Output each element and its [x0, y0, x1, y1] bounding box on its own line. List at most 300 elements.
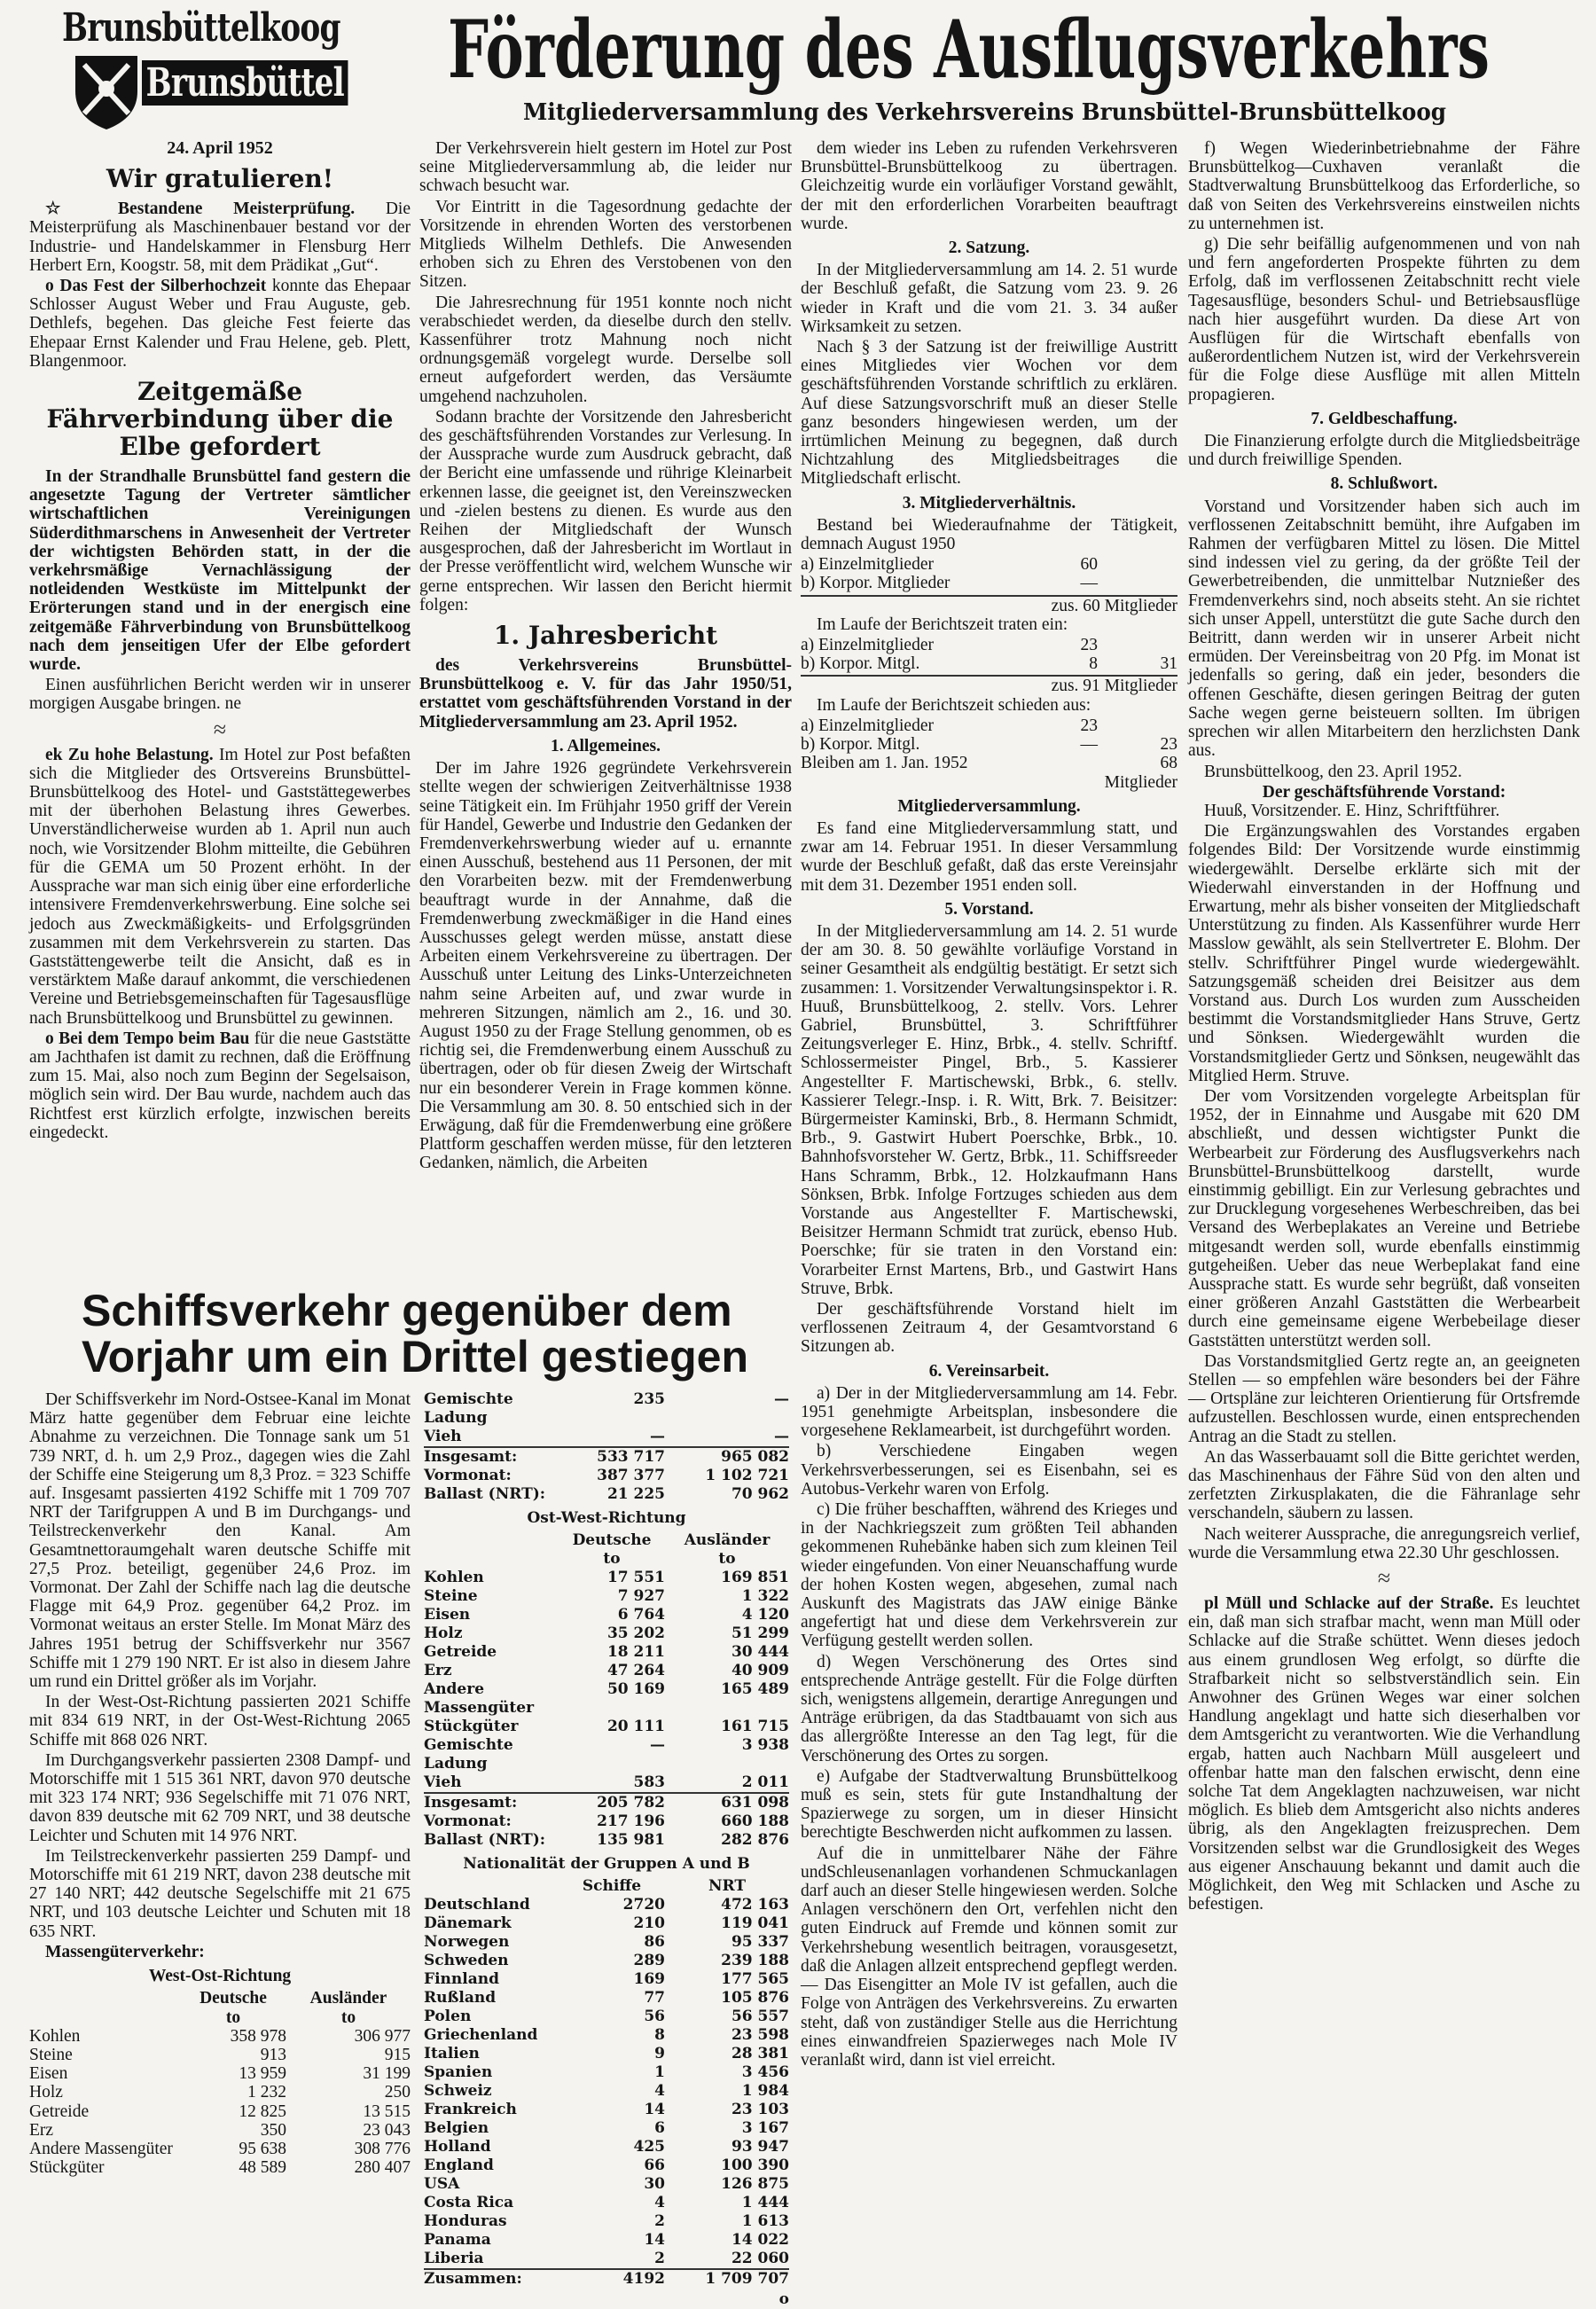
- table-cell: 1: [654, 2063, 665, 2081]
- table-cell: Andere Massengüter: [29, 2139, 173, 2158]
- text: Auf die in unmittelbarer Nähe der Fähre undSchleusenanlagen vorhandenen Schmuckanlagen darf auch an dieser Stelle hingewiesen werden. Solche Anlagen verschönern den Ort, verfehlen nicht den guten Eindruck auf Fremde und können somit zur Verkehrshebung wesentlich beitragen, vorausgesetzt, daß die Anlagen allzeit entsprechend gepflegt werden. — Das Eisengitter an Mole IV ist gefallen, auch die Folge von Anträgen des Verkehrsvereins. Zu erwarten steht, daß von zuständiger Stelle aus die Herrichtung eines einwandfreien Spazierweges nach Mole IV veranlaßt wird, dann ist viel erreicht.: [801, 1843, 1177, 2070]
- text: In der Mitgliederversammlung am 14. 2. 51 wurde der Beschluß gefaßt, die Satzung vom 23. 9. 26 wieder in Kraft und die vom 21. 3. 34 außer Wirksamkeit zu setzen.: [801, 261, 1177, 336]
- text: Wir gratulieren!: [106, 164, 334, 194]
- table-cell: 7 927: [617, 1587, 665, 1605]
- paragraph-lead: o Bei dem Tempo beim Bau: [45, 1029, 250, 1048]
- ship-article-tables: [424, 1390, 789, 2308]
- table-row: [424, 2268, 789, 2289]
- section-heading: [1188, 474, 1580, 493]
- table-cell: 51 299: [731, 1624, 789, 1642]
- paragraph: [29, 277, 411, 371]
- table-cell: 1 709 707: [705, 2270, 789, 2288]
- text: Nach weiterer Aussprache, die anregungsreich verlief, wurde die Versammlung etwa 22.30 Uhr geschlossen.: [1188, 1524, 1580, 1562]
- text: Der Verkehrsverein hielt gestern im Hotel zur Post seine Mitgliederversammlung ab, die leider nur schwach besucht war.: [419, 139, 792, 196]
- table-cell: 13 515: [363, 2102, 411, 2121]
- paragraph: [801, 1844, 1177, 2070]
- table-cell: Eisen: [29, 2064, 68, 2084]
- paragraph: [29, 1693, 411, 1749]
- table-cell: 161 715: [721, 1718, 789, 1735]
- table-row: [424, 2082, 789, 2101]
- main-subheadline: Mitgliederversammlung des Verkehrsvereins Brunsbüttel-Brunsbüttelkoog: [523, 99, 1447, 126]
- table-cell: 14 022: [731, 2231, 789, 2249]
- lead-paragraph: [29, 1943, 411, 1961]
- table-cell: 100 390: [721, 2156, 789, 2174]
- paragraph: [801, 1767, 1177, 1843]
- text: Einen ausführlichen Bericht werden wir in unserer morgigen Ausgabe bringen. ne: [29, 676, 411, 714]
- paragraph: [1188, 235, 1580, 404]
- table-row: [424, 1792, 789, 1812]
- table-cell: Italien: [424, 2045, 480, 2062]
- table-row: [424, 1390, 789, 1428]
- paragraph: [419, 139, 792, 196]
- paragraph-lead: pl Müll und Schlacke auf der Straße.: [1204, 1594, 1494, 1614]
- paragraph: [1188, 1448, 1580, 1523]
- section-heading: [424, 1509, 789, 1528]
- text: 7. Geldbeschaffung.: [1310, 409, 1458, 428]
- paragraph: [1188, 139, 1580, 233]
- table-cell: Finnland: [424, 1970, 499, 1988]
- table-cell: 14: [644, 2101, 665, 2118]
- table-cell: Insgesamt:: [424, 1448, 518, 1466]
- table-row: [424, 1643, 789, 1662]
- logo-text-brunsbuettelkoog: Brunsbüttelkoog: [62, 5, 340, 51]
- table-row: [424, 1624, 789, 1643]
- paragraph: [29, 746, 411, 1028]
- table-cell: 1 613: [741, 2212, 789, 2230]
- table-row: [424, 2156, 789, 2175]
- paragraph: [419, 294, 792, 406]
- table-row: [424, 1485, 789, 1504]
- table-cell: Eisen: [424, 1606, 471, 1624]
- section-heading: [424, 1855, 789, 1874]
- table-cell: 8: [1089, 654, 1098, 674]
- text: Mitgliederversammlung.: [897, 796, 1081, 816]
- table-column-header: [424, 1550, 789, 1569]
- paragraph: [801, 1384, 1177, 1441]
- table-cell: 23 043: [363, 2120, 411, 2140]
- text: Der im Jahre 1926 gegründete Verkehrsverein stellte wegen der schwierigen Zeitverhältnisse 1938 seine Tätigkeit ein. Im Frühjahr 1950 griff der Verein für Handel, Gewerbe und Industrie den Gedanken der Fremdenverkehrswerbung wieder auf u. ernannte einen Ausschuß, bestehend aus 11 Personen, der mit den Vorarbeiten bezw. mit der Fremdenwerbung beauftragt wurde in der Annahme, daß die Fremdenwerbung zweckmäßiger in die Hand eines Ausschusses gelegt werden müsse, anstatt diese Arbeiten einem Verkehrsvereine zu übertragen. Der Ausschuß unter Leitung des Links-Unterzeichneten nahm seine Arbeiten auf, und zwar wurde in mehreren Sitzungen, nämlich am 2., 16. und 30. August 1950 zu der Frage Stellung genommen, ob es richtig sei, die Fremdenwerbung einem Ausschuß zu übertragen, oder ob für diesen Zweig der Wirtschaft nur ein besonderer Verein in Frage kommen könne. Die Versammlung am 30. 8. 50 entschied sich in der Erwägung, daß für die Fremdenwerbung eine größere Plattform geschaffen werden müsse, für den letzteren Gedanken, nämlich, die Arbeiten: [419, 759, 792, 1173]
- table-cell: Ausländer: [684, 1531, 771, 1549]
- table-cell: Griechenland: [424, 2026, 538, 2044]
- headline: [29, 165, 411, 192]
- paragraph: [801, 1442, 1177, 1499]
- table-row: [29, 2121, 411, 2140]
- paragraph: [1188, 432, 1580, 469]
- table-cell: 2: [654, 2250, 665, 2267]
- paragraph: [29, 1751, 411, 1845]
- paragraph: [29, 676, 411, 713]
- table-cell: Liberia: [424, 2250, 484, 2267]
- text: Sodann brachte der Vorsitzende den Jahresbericht des geschäftsführenden Vorstandes zur Verlesung. In der Aussprache wurde zum Ausdruck gebracht, daß der Bericht eine umfassende und rührige Kleinarbeit erkennen lasse, die geeignet ist, den Vereinszwecken und -zielen bestens zu dienen. Es wurde aus den Reihen der Mitgliedschaft der Wunsch ausgesprochen, daß der Jahresbericht im Wortlaut in der Presse veröffentlicht wird, welchem Wunsche wir gerne entsprechen. Wir lassen den Bericht hiermit folgen:: [419, 407, 792, 614]
- table-cell: Vieh: [424, 1773, 462, 1791]
- table-cell: Kohlen: [29, 2026, 81, 2046]
- table-row: [801, 555, 1177, 574]
- table-row: [29, 2102, 411, 2121]
- logo-text-brunsbuettel: Brunsbüttel: [142, 60, 348, 106]
- table-cell: 2: [654, 2212, 665, 2230]
- table-row: [424, 1933, 789, 1952]
- table-cell: Norwegen: [424, 1933, 510, 1951]
- headline: [29, 378, 411, 460]
- table-cell: 1 102 721: [705, 1467, 789, 1484]
- table-cell: 217 196: [597, 1812, 665, 1830]
- paragraph: [801, 516, 1177, 553]
- table-row: [424, 2231, 789, 2250]
- table-cell: 6: [654, 2119, 665, 2137]
- table-cell: 2720: [622, 1896, 665, 1914]
- table-cell: 95 638: [239, 2139, 286, 2158]
- table-column-header: [424, 1877, 789, 1896]
- text: An das Wasserbauamt soll die Bitte gerichtet werden, das Maschinenhaus der Fähre Süd von den alten und zerfetzten Zirkusplakaten, die die Fähranlage sehr verschandeln, säubern zu lassen.: [1188, 1447, 1580, 1523]
- table-cell: 56 557: [731, 2008, 789, 2025]
- table-cell: Erz: [29, 2120, 54, 2140]
- table-row: [424, 2119, 789, 2138]
- table-row: [801, 654, 1177, 673]
- text: Die Finanzierung erfolgte durch die Mitgliedsbeiträge und durch freiwillige Spenden.: [1188, 432, 1580, 470]
- paragraph: [1188, 822, 1580, 1085]
- paragraph: [801, 615, 1177, 634]
- text: 24. April 1952: [167, 138, 273, 158]
- table-column-header: [29, 1989, 411, 2008]
- paragraph: [29, 1390, 411, 1691]
- coat-of-arms-icon: [71, 51, 142, 131]
- table-cell: 126 875: [721, 2175, 789, 2193]
- text: West-Ost-Richtung: [148, 1967, 292, 1986]
- text: Huuß, Vorsitzender. E. Hinz, Schriftführer.: [1204, 801, 1500, 820]
- paragraph: [801, 1500, 1177, 1651]
- table-row: [29, 2083, 411, 2102]
- text: Vorstand und Vorsitzender haben sich auch im verflossenen Zeitabschnitt bemüht, ihre Aufgaben im Rahmen der verfügbaren Mittel zu lösen. Die Mittel sind indessen viel zu gering, da der größte Teil der Gewerbetreibenden, die unmittelbar Nutznießer des Fremdenverkehrs sind, noch abseits steht. An sie richtet sich unser Appell, unterstützt die gute Sache durch den Beitritt, dann werden wir in unserer Arbeit nicht ermüden. Der Vereinsbeitrag von 20 Pfg. im Monat ist jedenfalls so gering, daß ein jeder, besonders die offenen Geschäfte, diesen geringen Beitrag der guten Sache wegen gerne beisteuern sollten. Im übrigen sprechen wir allen Mitarbeitern den herzlichsten Dank aus.: [1188, 497, 1580, 761]
- table-row: [424, 2212, 789, 2231]
- paragraph: [801, 338, 1177, 489]
- table-cell: Panama: [424, 2231, 491, 2249]
- table-cell: 308 776: [354, 2139, 411, 2158]
- paragraph: [801, 696, 1177, 715]
- table-cell: 23 598: [731, 2026, 789, 2044]
- table-cell: 3 456: [741, 2063, 789, 2081]
- table-cell: Spanien: [424, 2063, 493, 2081]
- table-row: [424, 2194, 789, 2212]
- table-cell: Schiffe: [582, 1877, 642, 1895]
- table-cell: Ausländer: [309, 1989, 387, 2008]
- paragraph-lead: o Das Fest der Silberhochzeit: [45, 277, 267, 296]
- table-cell: Costa Rica: [424, 2194, 514, 2211]
- text: Im Laufe der Berichtszeit schieden aus:: [817, 695, 1091, 715]
- text: In der Mitgliederversammlung am 14. 2. 51 wurde der am 30. 8. 50 gewählte vorläufige Vorstand in seiner Gesamtheit als endgültig bestätigt. Er setzt sich zusammen: 1. Vorsitzender Verwaltungsinspektor i. R. Huuß, Brunsbüttelkoog, 2. stellv. Vors. Lehrer Gabriel, Brunsbüttel, 3. Schriftführer Zeitungsverleger E. Hinz, Brbk., 4. stellv. Schriftf. Schlossermeister Pingel, Brb., 5. Kassierer Angestellter F. Martischewski, Brbk., 6. stellv. Kassierer Telegr.-Insp. i. R. Witt, Brk. 7. Beisitzer: Bürgermeister Kaminski, Brb., 8. Hermann Schmidt, Brb., 9. Gastwirt Hubert Poerschke, Brbk., 10. Bahnhofsvorsteher W. Gertz, Brbk., 11. Schiffsreeder Hans Schramm, Brbk., 12. Holzkaufmann Hans Sönksen, Brbk. Infolge Fortzuges schieden aus dem Vorstande aus Angestellter F. Martischewski, Beisitzer Hermann Schmidt trat zurück, ebenso Hub. Poerschke; für sie traten in den Vorstand ein: Vorarbeiter Ernst Martens, Brb., und Gastwirt Hans Struve, Brbk.: [801, 921, 1177, 1298]
- table-cell: Schweden: [424, 1952, 509, 1969]
- table-cell: 1 984: [741, 2082, 789, 2100]
- table-cell: 50 169: [606, 1680, 665, 1698]
- table-cell: 70 962: [731, 1485, 789, 1503]
- table-cell: 358 978: [230, 2026, 286, 2046]
- section-heading: [801, 900, 1177, 919]
- table-cell: Rußland: [424, 1989, 497, 2007]
- text: In der Strandhalle Brunsbüttel fand gestern die angesetzte Tagung der Vertreter sämtlicher wirtschaftlichen Vereinigungen Süderdithmarschens in Anwesenheit der Vertreter der wichtigsten Behörden statt, in der die verkehrsmäßige Vernachlässigung der notleidenden Westküste im Mittelpunkt der Erörterungen stand und in der energisch eine zeitgemäße Fährverbindung von Brunsbüttelkoog nach dem jenseitigen Ufer der Elbe gefordert wurde.: [29, 467, 411, 675]
- table-cell: —: [1080, 735, 1098, 755]
- table-row: [424, 2063, 789, 2082]
- table-cell: 165 489: [721, 1680, 789, 1698]
- table-cell: 965 082: [721, 1448, 789, 1466]
- table-cell: a) Einzelmitglieder: [801, 555, 934, 575]
- table-cell: Ballast (NRT):: [424, 1831, 546, 1849]
- table-cell: 23: [1160, 735, 1177, 755]
- text: b) Verschiedene Eingaben wegen Verkehrsverbesserungen, sei es Eisenbahn, sei es Autobus-Verkehr waren von Erfolg.: [801, 1442, 1177, 1499]
- text: konnte das Ehepaar Schlosser August Weber und Frau Auguste, geb. Dethlefs, begehen. Das gleiche Fest feierte das Ehepaar Ernst Kalender und Frau Helene, geb. Plett, Blangenmoor.: [29, 277, 411, 371]
- table-cell: 56: [644, 2008, 665, 2025]
- table-row: [424, 1606, 789, 1624]
- text: Im Laufe der Berichtszeit traten ein:: [817, 614, 1068, 634]
- text: 5. Vorstand.: [944, 899, 1034, 919]
- table-cell: 210: [633, 1914, 665, 1932]
- text: Der geschäftsführende Vorstand:: [1262, 782, 1506, 802]
- table-cell: 913: [260, 2045, 286, 2064]
- table-cell: 40 909: [731, 1662, 789, 1679]
- table-row: [424, 2026, 789, 2045]
- paragraph-lead: ek Zu hohe Belastung.: [45, 745, 214, 764]
- table-row: [424, 1662, 789, 1680]
- table-cell: a) Einzelmitglieder: [801, 716, 934, 735]
- text: Zeitgemäße Fährverbindung über die Elbe gefordert: [46, 377, 394, 462]
- table-cell: to: [340, 2008, 356, 2027]
- table-cell: Frankreich: [424, 2101, 517, 2118]
- paragraph: [801, 261, 1177, 336]
- text: zus. 60 Mitglieder: [1051, 596, 1177, 615]
- table-cell: 66: [644, 2156, 665, 2174]
- section-heading: [801, 797, 1177, 816]
- table-cell: Andere Massengüter: [424, 1680, 535, 1717]
- table-cell: 306 977: [354, 2026, 411, 2046]
- text: Die Jahresrechnung für 1951 konnte noch nicht verabschiedet werden, da dieselbe durch den stellv. Kassenführer trotz Mahnung noch nicht ordnungsgemäß vorgelegt wurde. Derselbe soll erneut aufgefordert werden, das Versäumte umgehend nachzuholen.: [419, 293, 792, 406]
- table-cell: 14: [644, 2231, 665, 2249]
- text: Im Teilstreckenverkehr passierten 259 Dampf- und Motorschiffe mit 61 219 NRT, davon 238 deutsche mit 27 140 NRT; 442 deutsche Segelschiffe mit 21 675 NRT, und 103 deutsche Leichter und Schuten mit 18 635 NRT.: [29, 1846, 411, 1941]
- table-cell: b) Korpor. Mitglieder: [801, 574, 951, 593]
- paragraph: [419, 408, 792, 614]
- table-cell: 205 782: [597, 1794, 665, 1812]
- table-row: [424, 2250, 789, 2268]
- table-cell: 21 225: [606, 1485, 665, 1503]
- table-row: [424, 1812, 789, 1831]
- table-row: [424, 1970, 789, 1989]
- text: Bestand bei Wiederaufnahme der Tätigkeit, demnach August 1950: [801, 515, 1177, 554]
- table-row: [424, 1467, 789, 1485]
- text: Im Durchgangsverkehr passierten 2308 Dampf- und Motorschiffe mit 1 515 361 NRT, davon 970 deutsche mit 323 174 NRT; 936 Segelschiffe mit 71 076 NRT, davon 839 deutsche mit 62 709 NRT, und 38 deutsche Leichter und Schuten mit 14 976 NRT.: [29, 1750, 411, 1845]
- column-3-main-article: [801, 139, 1177, 2294]
- table-cell: 31 199: [363, 2064, 411, 2084]
- table-row: [801, 735, 1177, 754]
- table-cell: 350: [260, 2120, 286, 2140]
- table-cell: Deutschland: [424, 1896, 530, 1914]
- paragraph: [1188, 1594, 1580, 1914]
- paragraph: [801, 1653, 1177, 1765]
- text: o: [778, 2290, 789, 2308]
- table-cell: 239 188: [721, 1952, 789, 1969]
- paragraph-lead: ☆ Bestandene Meisterprüfung.: [45, 200, 356, 219]
- paragraph: [29, 1029, 411, 1142]
- paragraph: [29, 1847, 411, 1941]
- table-row: [424, 1896, 789, 1914]
- table-cell: 20 111: [606, 1718, 665, 1735]
- ship-headline-line-2: Vorjahr um ein Drittel gestiegen: [82, 1332, 749, 1381]
- table-cell: 119 041: [721, 1914, 789, 1932]
- table-cell: Zusammen:: [424, 2270, 522, 2288]
- table-cell: Holland: [424, 2138, 491, 2156]
- issue-date: [29, 139, 411, 158]
- table-cell: Gemischte Ladung: [424, 1390, 513, 1427]
- table-cell: 1 232: [247, 2083, 286, 2102]
- table-cell: Steine: [424, 1587, 478, 1605]
- text: 6. Vereinsarbeit.: [928, 1361, 1050, 1381]
- table-cell: 660 188: [721, 1812, 789, 1830]
- table-cell: Stückgüter: [29, 2158, 105, 2178]
- table-column-header: [29, 2008, 411, 2027]
- table-cell: 169 851: [721, 1569, 789, 1586]
- table-cell: Getreide: [29, 2102, 90, 2121]
- text: g) Die sehr beifällig aufgenommenen und von nah und fern angeforderten Prospekte führten zu dem Erfolg, daß im verflossenen Zeitabschnitt recht viele Tagesausflüge, besonders Schul- und Betriebsausflüge nach hier ausgeführt wurden. Da diese Art von Ausflügen für die Wirtschaft ebenfalls von außerordentlichem Nutzen ist, wird der Verkehrsverein für die Folge diese Ausflüge mit allen Mitteln propagieren.: [1188, 235, 1580, 404]
- paragraph: [29, 200, 411, 275]
- column-1-local-news: [29, 137, 411, 1277]
- table-cell: USA: [424, 2175, 460, 2193]
- table-cell: 31: [1160, 654, 1177, 674]
- table-cell: 8: [654, 2026, 665, 2044]
- table-cell: Honduras: [424, 2212, 507, 2230]
- text: Der Schiffsverkehr im Nord-Ostsee-Kanal im Monat März hatte gegenüber dem Februar eine leichte Abnahme zu verzeichnen. Die Tonnage sank um 51 739 NRT, d. h. um 2,9 Proz., dagegen wies die Zahl der Schiffe eine Steigerung um 8,3 Proz. = 323 Schiffe auf. Insgesamt passierten 4192 Schiffe mit 1 709 707 NRT der Tarifgruppen A und B im Durchgangs- und Teilstreckenverkehr den Kanal. Am Gesamtnettoraumgehalt waren deutsche Schiffe mit 27,5 Proz. beteiligt, gegenüber 24,6 Proz. im Vormonat. Der Zahl der Schiffe nach lag die deutsche Flagge mit 64,9 Proz. gegenüber 64,2 Proz. im Vormonat weitaus an erster Stelle. Im Monat März des Jahres 1951 betrug der Schiffsverkehr nur 3567 Schiffe mit 1 279 190 NRT. Er ist also in diesem Jahre um rund ein Drittel größer als im Vorjahr.: [29, 1390, 411, 1692]
- text: e) Aufgabe der Stadtverwaltung Brunsbüttelkoog muß es sein, stets für gute Instandhaltung der Spazierwege zu sorgen, um in dieser Hinsicht berechtigte Beschwerden nicht aufkommen zu lassen.: [801, 1766, 1177, 1843]
- table-row: [801, 636, 1177, 654]
- table-cell: 387 377: [597, 1467, 665, 1484]
- table-cell: 86: [644, 1933, 665, 1951]
- table-cell: 289: [633, 1952, 665, 1969]
- table-row: [801, 574, 1177, 592]
- separator: [29, 719, 411, 740]
- section-heading: [801, 494, 1177, 513]
- text: Es leuchtet ein, daß man sich strafbar macht, wenn man Müll oder Schlacke auf die Straße schüttet. Wenn dieses jedoch aus einem grundlosen Weg erfolgt, so dürfte die Strafbarkeit nicht so selbstverständlich sein. Ein Anwohner des Grünen Weges war einer solchen Handlung angeklagt und hatte sich dieserhalben vor dem Amtsgericht zu verantworten. Wie die Verhandlung ergab, hatten auch Nachbarn Müll ausgeleert und offenbar hatte man den falschen erwischt, denn eine solche Tat dem Angeklagten nachzuweisen, war nicht möglich. Es blieb dem Amtsgericht also nichts anderes übrig, als den Angeklagten freizusprechen. Dem Vorsitzenden selbst war die Grundlosigkeit des Weges aus eigener Anschauung bekannt und damit auch die Möglichkeit, den Weg mit Schlacken und Asche zu befestigen.: [1188, 1594, 1581, 1914]
- text: c) Die früher beschafften, während des Krieges und in der Nachkriegszeit zum größten Teil abhanden gekommenen Ruhebänke haben sich zum kleinen Teil wieder eingefunden. Von einer Neuanschaffung wurde der hohen Kosten wegen, abgesehen, zumal nach Auskunft des Magistrats das JAW einige Bänke angefertigt hat und diese dem Verkehrsverein zur Verfügung gestellt werden sollen.: [801, 1500, 1177, 1651]
- text: 1. Jahresbericht: [493, 621, 718, 651]
- table-cell: Vieh: [424, 1428, 462, 1445]
- table-cell: —: [1080, 574, 1098, 593]
- table-cell: Gemischte Ladung: [424, 1736, 513, 1773]
- table-row: [29, 2140, 411, 2158]
- ship-headline-line-1: Schiffsverkehr gegenüber dem: [82, 1286, 732, 1335]
- table-row: [424, 1680, 789, 1718]
- text: 3. Mitgliederverhältnis.: [902, 493, 1076, 513]
- table-row: [424, 1914, 789, 1933]
- text: 8. Schlußwort.: [1330, 474, 1438, 494]
- table-cell: 280 407: [354, 2158, 411, 2178]
- table-cell: 1 444: [741, 2194, 789, 2211]
- section-heading: [419, 737, 792, 755]
- table-cell: Kohlen: [424, 1569, 484, 1586]
- table-cell: Holz: [29, 2083, 63, 2102]
- table-cell: 177 565: [721, 1970, 789, 1988]
- paragraph: [419, 759, 792, 1172]
- table-cell: 105 876: [721, 1989, 789, 2007]
- text: In der West-Ost-Richtung passierten 2021 Schiffe mit 834 619 NRT, in der Ost-West-Richtung 2065 Schiffe mit 868 026 NRT.: [29, 1693, 411, 1749]
- table-total: [801, 595, 1177, 615]
- table-cell: 30: [644, 2175, 665, 2193]
- table-cell: 425: [633, 2138, 665, 2156]
- main-headline: Förderung des Ausflugsverkehrs: [448, 3, 1490, 97]
- table-cell: to: [603, 1550, 621, 1568]
- text: des Verkehrsvereins Brunsbüttel-Brunsbüttelkoog e. V. für das Jahr 1950/51, erstattet vom geschäftsführenden Vorstand in der Mitgliederversammlung am 23. April 1952.: [419, 656, 792, 732]
- lead-paragraph: [419, 656, 792, 732]
- table-row: [801, 716, 1177, 735]
- paragraph: [1188, 763, 1580, 781]
- text: Im Hotel zur Post befaßten sich die Mitglieder des Ortsvereins Brunsbüttel-Brunsbüttelkoog des Hotel- und Gaststättegewerbes mit der überhohen Belastung ihres Gewerbes. Unverständlicherweise wurden ab 1. April nun auch noch, wie Vorsitzender Blohm mitteilte, die Gebühren für die GEMA um 50 Prozent erhöht. In der Aussprache war man sich einig über eine erforderliche intensivere Fremdenverkehrswerbung. Eine solche sei jedoch aus Zweckmäßigkeits- und Erfolgsgründen zusammen mit dem Verkehrsverein zu starten. Das Gaststättengewerbe teilt die Ansicht, daß es in verstärktem Maße darauf ankommt, die verschiedenen Vereine und Betriebsgemeinschaften für Tagesausflüge nach Brunsbüttelkoog und Brunsbüttel zu gewinnen.: [29, 745, 411, 1028]
- column-2-main-article: [419, 139, 792, 1283]
- table-cell: 1 322: [741, 1587, 789, 1605]
- table-cell: Ballast (NRT):: [424, 1485, 546, 1503]
- table-total: [801, 675, 1177, 695]
- text: für die neue Gaststätte am Jachthafen ist damit zu rechnen, daß die Eröffnung zum 15. Mai, also noch zum Beginn der Segelsaison, möglich sein wird. Der Bau wurde, nachdem auch das Richtfest erst kürzlich erfolgte, inzwischen bereits eingedeckt.: [29, 1029, 411, 1142]
- table-cell: 3 938: [741, 1736, 789, 1754]
- table-row: [424, 1989, 789, 2008]
- paragraph: [1188, 1352, 1580, 1446]
- text: Ost-West-Richtung: [527, 1509, 686, 1527]
- masthead-logo: [35, 5, 408, 129]
- table-cell: 68 Mitglieder: [1104, 754, 1177, 792]
- table-cell: —: [774, 1428, 789, 1445]
- table-cell: 23: [1080, 636, 1098, 655]
- table-cell: 9: [654, 2045, 665, 2062]
- table-cell: to: [718, 1550, 736, 1568]
- table-cell: a) Einzelmitglieder: [801, 636, 934, 655]
- lead-paragraph: [29, 467, 411, 674]
- table-cell: 4 120: [741, 1606, 789, 1624]
- section-heading: [29, 1967, 411, 1985]
- table-row: [29, 2064, 411, 2083]
- table-cell: 583: [633, 1773, 665, 1791]
- table-cell: 22 060: [731, 2250, 789, 2267]
- table-cell: b) Korpor. Mitgl.: [801, 654, 920, 674]
- table-cell: Insgesamt:: [424, 1794, 518, 1812]
- table-cell: 4192: [622, 2270, 665, 2288]
- table-row: [424, 2175, 789, 2194]
- paragraph: [419, 198, 792, 292]
- table-cell: Holz: [424, 1624, 463, 1642]
- table-cell: —: [650, 1428, 665, 1445]
- table-cell: England: [424, 2156, 494, 2174]
- separator: [1188, 1568, 1580, 1589]
- table-cell: Stückgüter: [424, 1718, 519, 1735]
- table-cell: —: [650, 1736, 665, 1754]
- table-row: [424, 2101, 789, 2119]
- table-cell: b) Korpor. Mitgl.: [801, 735, 920, 755]
- table-cell: 3 167: [741, 2119, 789, 2137]
- table-row: [424, 1718, 789, 1736]
- table-cell: 93 947: [731, 2138, 789, 2156]
- table-row: [424, 1569, 789, 1587]
- table-row: [801, 754, 1177, 791]
- table-cell: 60: [1080, 555, 1098, 575]
- table-row: [424, 1773, 789, 1792]
- table-cell: 47 264: [606, 1662, 665, 1679]
- text: zus. 91 Mitglieder: [1051, 677, 1177, 696]
- table-cell: 4: [654, 2082, 665, 2100]
- table-cell: Bleiben am 1. Jan. 1952: [801, 754, 968, 773]
- table-row: [424, 1831, 789, 1850]
- paragraph: [1188, 1525, 1580, 1562]
- headline: [419, 622, 792, 649]
- text: 2. Satzung.: [948, 239, 1030, 258]
- table-row: [424, 1428, 789, 1446]
- table-cell: Schweiz: [424, 2082, 492, 2100]
- paragraph: [801, 922, 1177, 1298]
- table-cell: Deutsche: [200, 1989, 267, 2008]
- section-heading: [801, 239, 1177, 257]
- table-cell: Belgien: [424, 2119, 489, 2137]
- table-cell: 17 551: [606, 1569, 665, 1586]
